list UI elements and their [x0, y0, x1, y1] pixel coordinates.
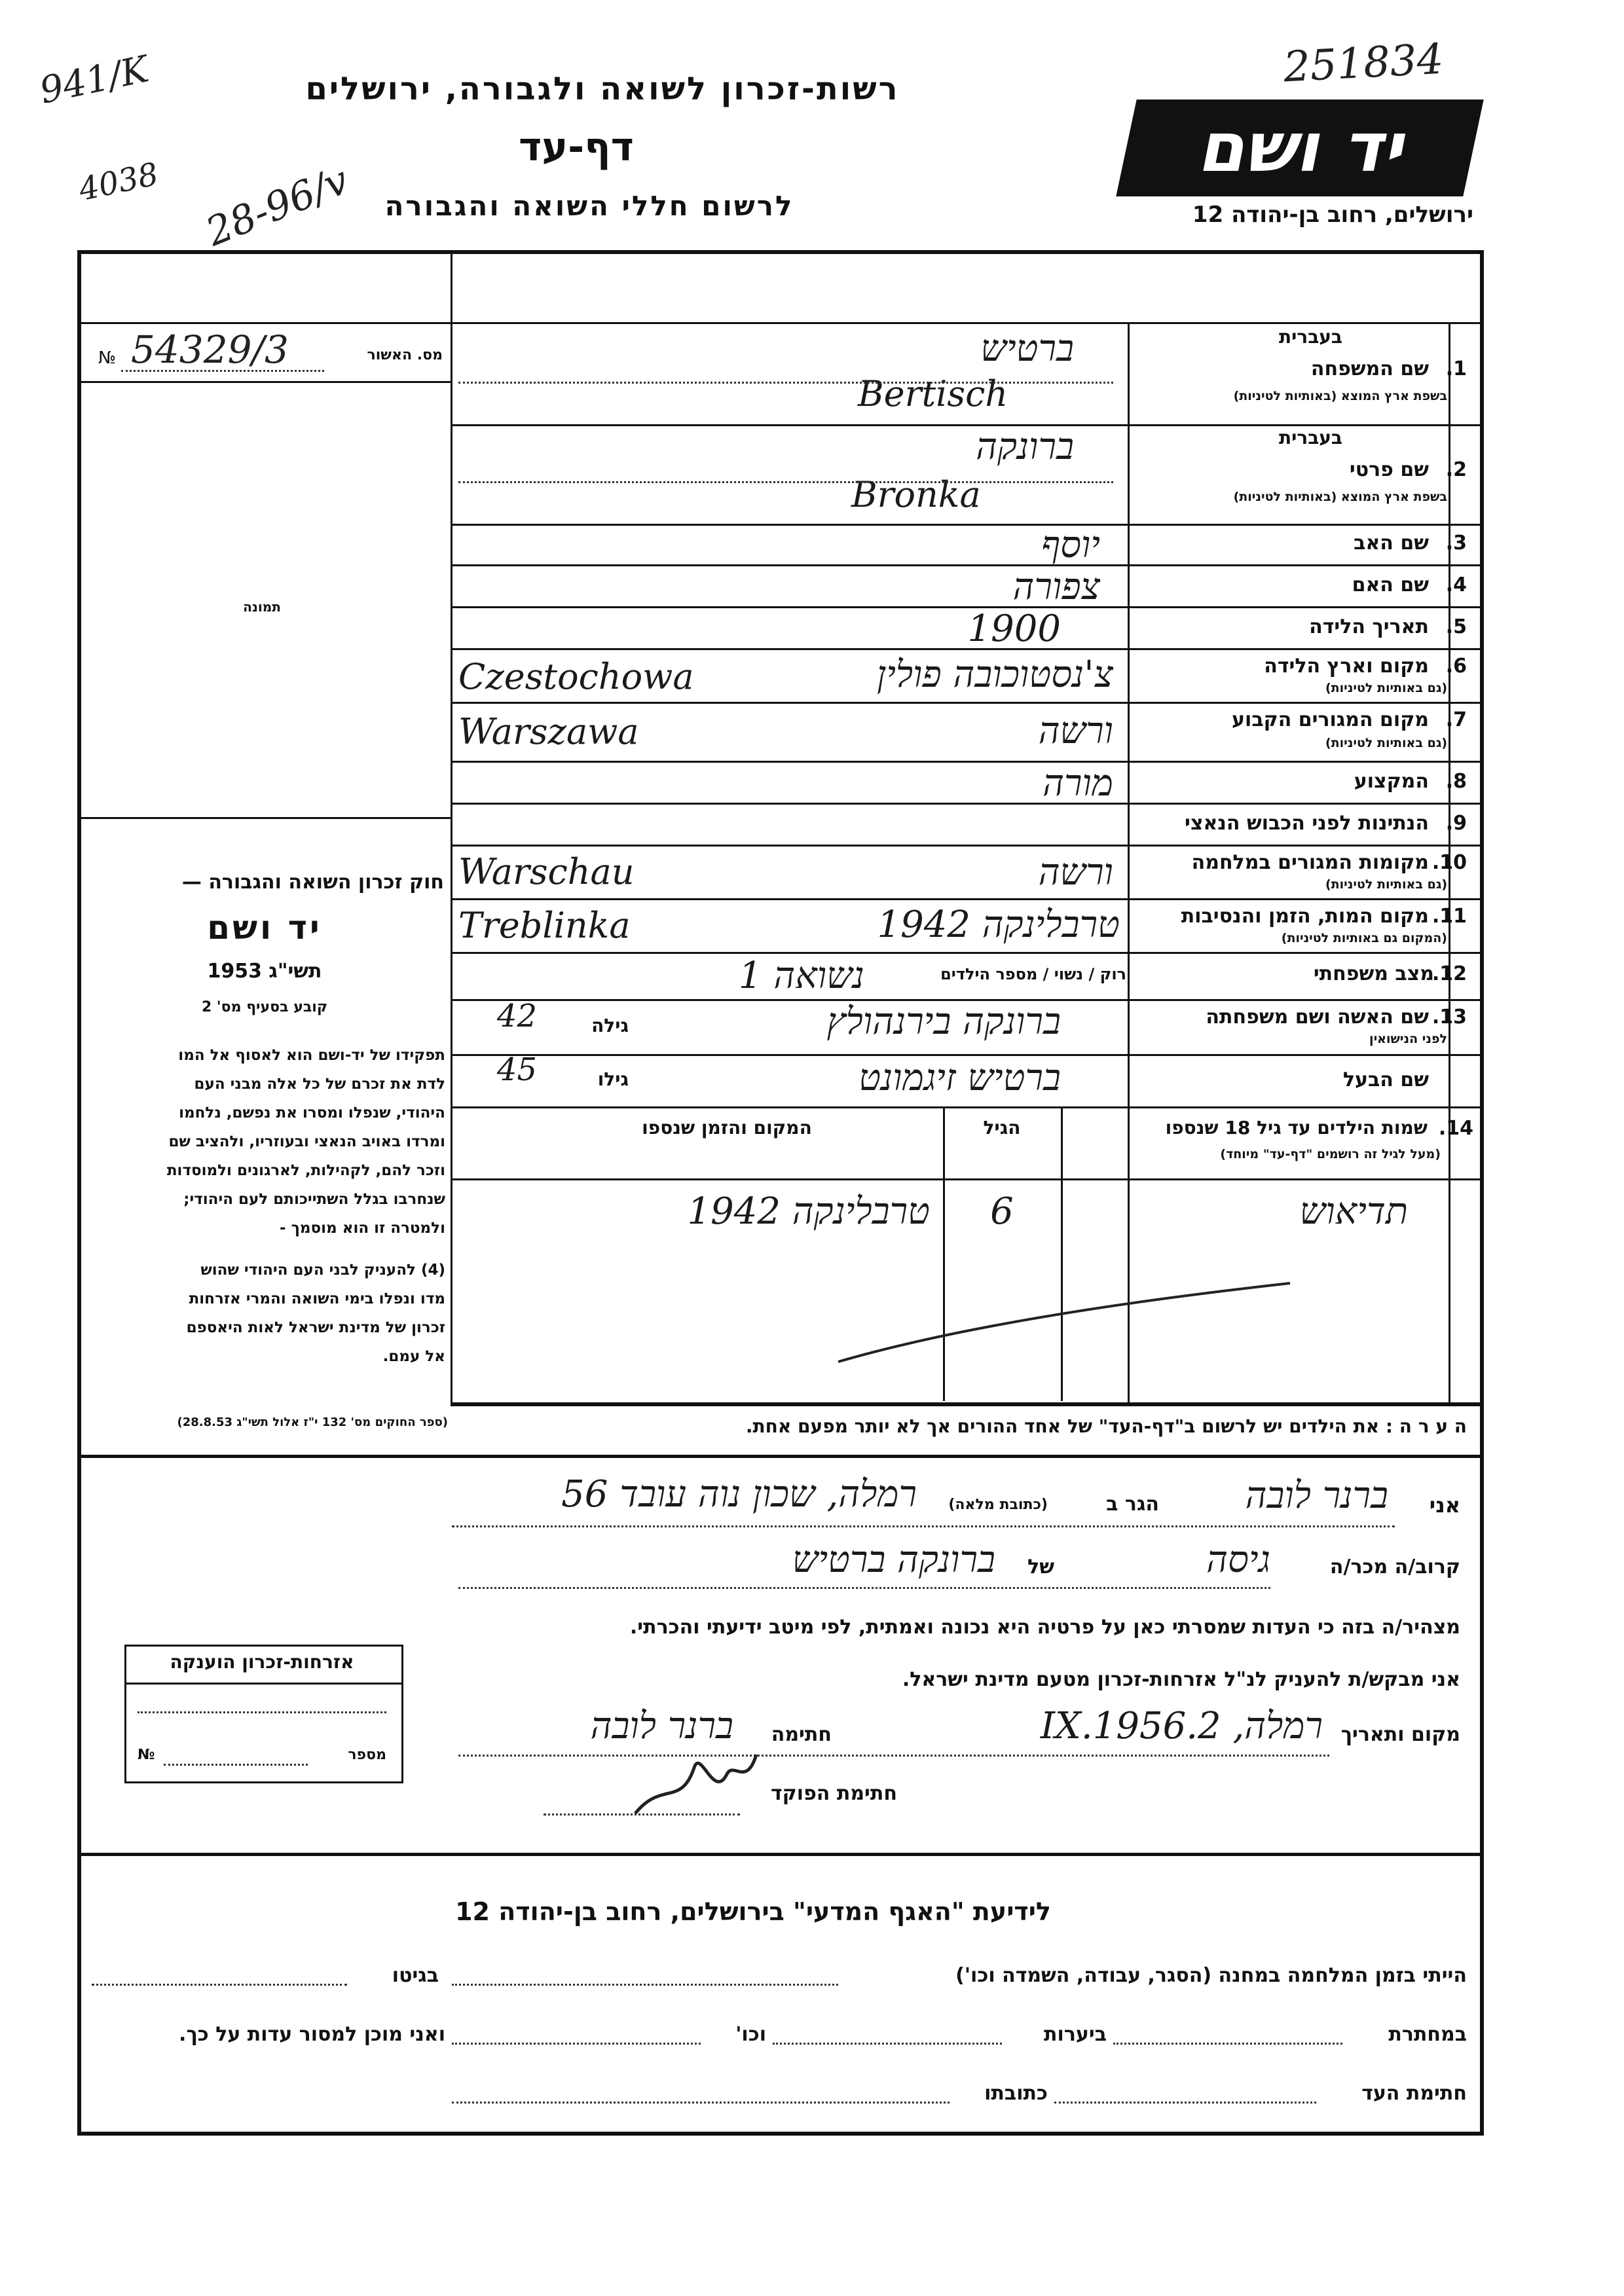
field-number: 1.	[1445, 357, 1467, 380]
law-line: שנחרבו בגלל השתייכותם לעם היהודי;	[183, 1191, 445, 1208]
residence-hebrew: ורשה	[1038, 710, 1113, 752]
law-line: ומרדו באויב הנאצי ובעוזריו, ולהציב שם	[168, 1133, 445, 1150]
field-number: 2.	[1445, 458, 1467, 481]
field-sub-label: (גם באותיות לטיניות)	[1325, 681, 1447, 695]
field-number: 7.	[1445, 708, 1467, 731]
footer-forests-line	[773, 2043, 1002, 2045]
footer-etc-line	[452, 2043, 701, 2045]
form-title: דף-עד	[519, 124, 634, 170]
certificate-line	[121, 370, 324, 372]
top-band-line	[77, 322, 1484, 324]
field-number: 11.	[1431, 905, 1467, 928]
field-sub-label: (גם באותיות לטיניות)	[1325, 877, 1447, 892]
law-line: זכרון של מדינת ישראל לאות היאספם	[186, 1319, 445, 1336]
footer-divider	[77, 1853, 1484, 1856]
law-line: ולמטרה זו הוא מוסמך -	[280, 1220, 445, 1237]
declarant-i-label: אני	[1429, 1493, 1460, 1518]
footer-ghetto-label: בגיטו	[392, 1964, 439, 1987]
death-place-hebrew: טרבלינקה 1942	[877, 903, 1120, 946]
certificate-number: 54329/3	[131, 327, 289, 372]
row-line	[451, 1054, 1484, 1056]
marital-status: נשואה 1	[738, 955, 864, 997]
field-wartime-residence-label: מקומות המגורים במלחמה	[1191, 851, 1429, 874]
handwritten-note-3: 28-96/v	[200, 157, 355, 255]
footer-forests-label: ביערות	[1044, 2023, 1107, 2046]
declarant-line	[452, 1525, 1395, 1527]
children-place-header: המקום והזמן שנספו	[642, 1117, 812, 1139]
strike-through-mark	[832, 1270, 1303, 1368]
address-hint: (כתובת מלאה)	[948, 1497, 1048, 1513]
residence-latin: Warszawa	[458, 711, 639, 752]
birth-place-latin: Czestochowa	[458, 656, 694, 697]
footer-testify-label: ואני מוכן למסור עדות על כך.	[179, 2023, 445, 2046]
death-place-latin: Treblinka	[458, 905, 631, 946]
law-line: היהודי, שנפלו ומסרו את נפשם, נלחמו	[179, 1104, 445, 1121]
footer-etc-label: וכו'	[735, 2023, 766, 2046]
archive-number: 251834	[1282, 35, 1445, 92]
footer-underground-line	[1113, 2043, 1342, 2045]
row-line	[451, 845, 1484, 847]
law-line: לדת את זכרם של כל אלה מבני העם	[194, 1076, 445, 1093]
law-line: אל עמם.	[382, 1348, 445, 1365]
field-husband-label: שם הבעל	[1342, 1068, 1429, 1091]
header-address: ירושלים, רחוב בן-יהודה 12	[1192, 202, 1473, 228]
family-name-hebrew: ברטיש	[980, 327, 1074, 370]
husband-age-label: גילו	[597, 1068, 629, 1090]
field-line	[458, 382, 1113, 384]
children-header-line	[451, 1178, 1484, 1180]
official-signature-label: חתימת הפוקד	[771, 1782, 897, 1805]
footer-camp-line	[452, 1984, 838, 1986]
law-title: חוק זכרון השואה והגבורה —	[181, 871, 444, 894]
child-death-place: טרבלינקה 1942	[687, 1190, 930, 1233]
field-marital-sub: רוק / נשוי / מספר הילדים	[940, 965, 1126, 983]
field-family-name-label: שם המשפחה	[1310, 357, 1429, 380]
field-number: 14.	[1438, 1117, 1473, 1140]
field-nationality-label: הנתינות לפני הכבוש הנאצי	[1185, 812, 1429, 835]
field-number: 13.	[1431, 1006, 1467, 1029]
field-residence-label: מקום המגורים הקבוע	[1232, 708, 1429, 731]
request-text: אני מבקש/ת להעניק לנ"ל אזרחות-זכרון מטעם מדינת ישראל.	[902, 1668, 1460, 1691]
signature-label: חתימה	[771, 1723, 832, 1746]
footer-witness-line	[1054, 2102, 1316, 2104]
field-wife-label: שם האשה ושם משפחתה	[1206, 1006, 1429, 1029]
first-name-hebrew: ברונקה	[976, 426, 1074, 468]
law-line: מדו ונפלו בימי השואה והמרי אזרחות	[189, 1290, 445, 1307]
child-age: 6	[990, 1190, 1014, 1233]
field-mother-label: שם האם	[1352, 574, 1429, 596]
form-subtitle: לרשום חללי השואה והגבורה	[384, 190, 794, 222]
footer-address-line	[452, 2102, 950, 2104]
field-line	[458, 481, 1113, 483]
field-number: 6.	[1445, 655, 1467, 678]
field-sub-label: (גם באותיות לטיניות)	[1325, 736, 1447, 750]
certificate-label: מס. האשור	[367, 347, 443, 363]
photo-divider	[77, 817, 451, 819]
field-marital-status-label: מצב משפחתי	[1313, 962, 1434, 985]
handwritten-note-1: 941/K	[36, 48, 153, 113]
first-name-latin: Bronka	[851, 474, 981, 515]
of-label: של	[1027, 1556, 1054, 1578]
field-death-place-label: מקום המות, הזמן והנסיבות	[1181, 905, 1429, 928]
field-number: 4.	[1445, 574, 1467, 596]
declarant-address: רמלה, שכון נוה עובד 56	[561, 1473, 917, 1516]
row-line	[451, 1106, 1484, 1108]
field-lang-label: בעברית	[1278, 427, 1342, 448]
declaration-text: מצהיר/ה בזה כי העדות שמסרתי כאן על פרטיה היא נכונה ואמתית, לפי מיטב ידיעתי והכרתי.	[629, 1616, 1460, 1639]
resident-label: הגר ב	[1106, 1493, 1159, 1516]
label-column-divider	[1128, 322, 1130, 1402]
field-number: 9.	[1445, 812, 1467, 835]
children-sub-label: (מעל לגיל זה רושמים "דף-עד" מיוחד)	[1220, 1147, 1441, 1161]
birth-place-hebrew: צ'נסטוכובה פולין	[876, 653, 1113, 696]
citizenship-title: אזרחות-זכרון הוענקה	[170, 1651, 354, 1673]
husband-name: ברטיש זיגמונט	[858, 1057, 1061, 1099]
field-number: 10.	[1431, 851, 1467, 874]
law-line: (4) להעניק לבני העם היהודי שהוש	[200, 1262, 445, 1279]
citizenship-number-label: מספר	[348, 1747, 386, 1763]
note-border	[451, 1402, 1484, 1406]
field-first-name-label: שם פרטי	[1349, 458, 1429, 481]
footer-underground-label: במחתרת	[1388, 2023, 1467, 2046]
footer-title: לידיעת "האגף המדעי" בירושלים, רחוב בן-יהודה 12	[455, 1897, 1051, 1926]
field-father-label: שם האב	[1354, 532, 1429, 555]
child-name: תדיאוש	[1299, 1190, 1408, 1233]
footer-ghetto-line	[92, 1984, 347, 1986]
occupation: מורה	[1043, 762, 1113, 805]
official-line	[544, 1813, 740, 1815]
citizenship-line	[138, 1711, 386, 1713]
footer-camp-label: הייתי בזמן המלחמה במחנה (הסגר, עבודה, השמדה וכו')	[955, 1964, 1467, 1987]
wife-age: 42	[496, 998, 537, 1034]
photo-label: תמונה	[243, 599, 281, 615]
relation-line	[458, 1587, 1270, 1589]
section-divider	[77, 1455, 1484, 1458]
children-age-header: הגיל	[983, 1117, 1021, 1139]
citizenship-number-line	[164, 1764, 308, 1766]
declarant-name: ברנר לובה	[1245, 1474, 1388, 1517]
left-column-divider	[451, 250, 452, 1402]
law-name: יד ושם	[207, 909, 322, 947]
wartime-residence-latin: Warschau	[458, 851, 635, 892]
law-clause: קובע בסעיף מס' 2	[201, 999, 328, 1015]
field-lang-label: בעברית	[1278, 326, 1342, 348]
declarant-signature: ברנר לובה	[590, 1705, 733, 1747]
organization-line: רשות-זכרון לשואה ולגבורה, ירושלים	[305, 71, 900, 107]
children-label: שמות הילדים עד גיל 18 שנספו	[1165, 1117, 1428, 1139]
row-line	[451, 952, 1484, 954]
birth-date: 1900	[967, 608, 1061, 650]
declarant-relation: גיסה	[1206, 1539, 1270, 1581]
place-date-label: מקום ותאריך	[1340, 1723, 1460, 1746]
field-number: 8.	[1445, 770, 1467, 793]
place-date: רמלה, 2.IX.1956	[1040, 1705, 1323, 1747]
certificate-divider	[77, 381, 451, 383]
wife-age-label: גילה	[591, 1015, 629, 1036]
field-birth-place-label: מקום וארץ הלידה	[1264, 655, 1429, 678]
law-year: תשי"ג 1953	[207, 960, 322, 983]
law-line: וזכר להם, לקהילות, לארגונים ולמוסדות	[166, 1162, 445, 1179]
signature-line	[458, 1755, 1329, 1757]
husband-age: 45	[496, 1051, 537, 1088]
law-line: תפקידו של יד-ושם הוא לאסוף אל המו	[178, 1047, 445, 1064]
field-sub-label: (המקום גם באותיות לטיניות)	[1281, 931, 1447, 945]
law-reference: (ספר החוקים מס' 132 י"ז אלול תשי"ג 28.8.53)	[177, 1415, 448, 1429]
row-line	[451, 898, 1484, 900]
field-sub-label: בשפת ארץ המוצא (באותיות לטיניות)	[1233, 389, 1447, 403]
mother-name: צפורה	[1012, 566, 1100, 608]
citizenship-no-sign: №	[138, 1747, 155, 1763]
certificate-no-sign: №	[98, 348, 117, 368]
footer-address-label: כתובתו	[984, 2082, 1048, 2105]
field-number: 12.	[1431, 962, 1467, 985]
field-occupation-label: המקצוע	[1354, 770, 1429, 793]
wife-name: ברונקה בירנהולץ	[826, 1000, 1061, 1043]
citizenship-title-line	[124, 1683, 403, 1685]
field-sub-label: בשפת ארץ המוצא (באותיות לטיניות)	[1233, 490, 1447, 504]
field-sub-label: לפני הנישואין	[1369, 1032, 1447, 1046]
logo-text: יד ושם	[1197, 107, 1403, 187]
note-text: ה ע ר ה : את הילדים יש לרשום ב"דף-העד" של אחד ההורים אך לא יותר מפעם אחת.	[745, 1415, 1467, 1437]
handwritten-note-2: 4038	[75, 155, 162, 209]
field-number: 5.	[1445, 615, 1467, 638]
wartime-residence-hebrew: ורשה	[1038, 851, 1113, 894]
victim-reference: ברונקה ברטיש	[792, 1539, 995, 1581]
row-line	[451, 702, 1484, 704]
family-name-latin: Bertisch	[858, 373, 1008, 414]
father-name: יוסף	[1041, 524, 1100, 566]
relative-label: קרוב/ה מכר/ה	[1329, 1556, 1460, 1578]
footer-witness-signature-label: חתימת העד	[1361, 2082, 1467, 2105]
field-birth-date-label: תאריך הלידה	[1309, 615, 1429, 638]
field-number: 3.	[1445, 532, 1467, 555]
